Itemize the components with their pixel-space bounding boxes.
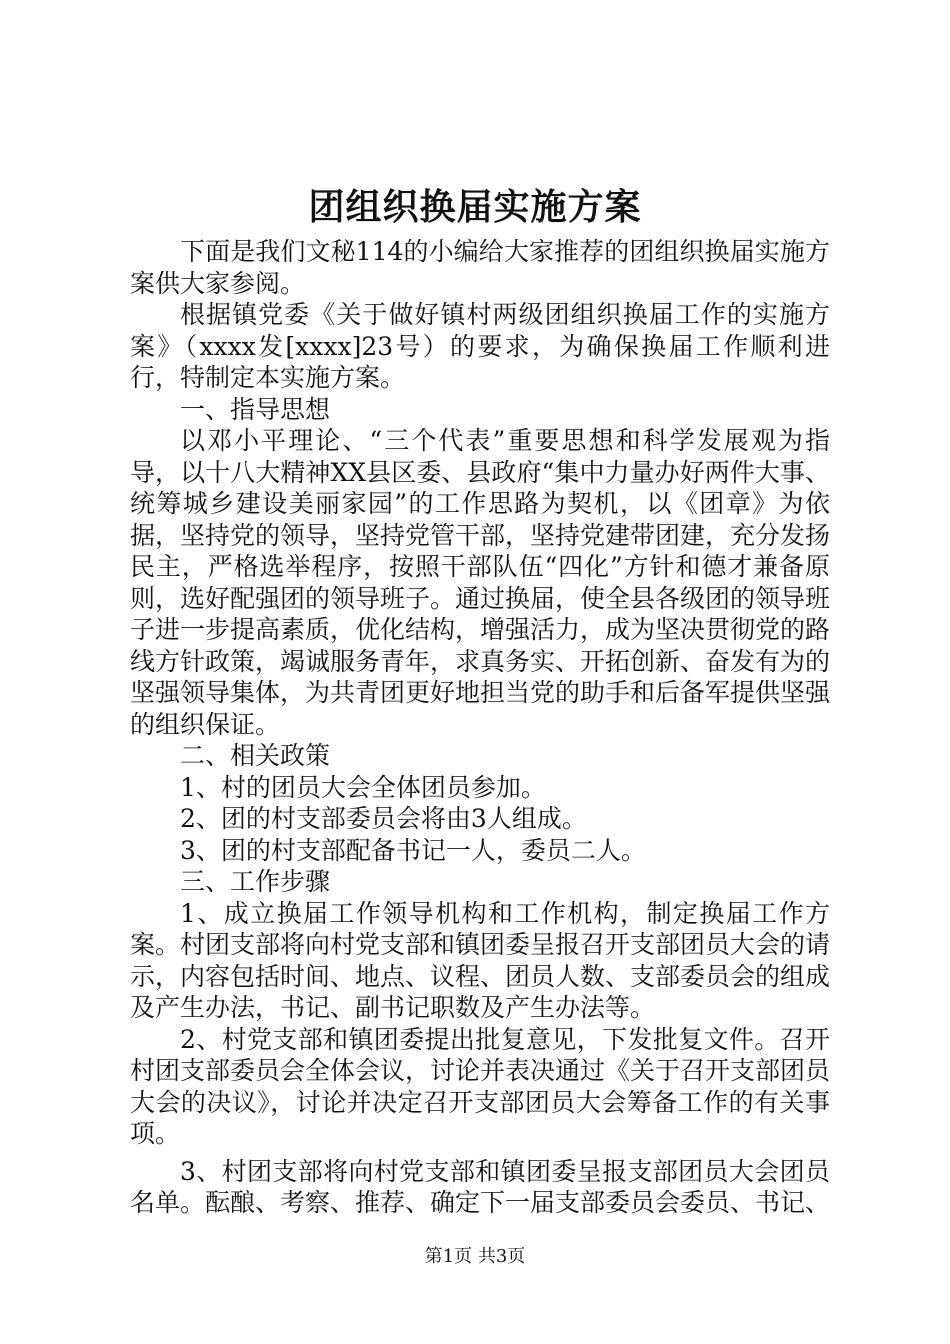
basis-paragraph: 根据镇党委《关于做好镇村两级团组织换届工作的实施方案》（xxxx发[xxxx]23号）的要求，为确保换届工作顺利进行，特制定本实施方案。 [130,300,830,392]
section-heading-work-steps: 三、工作步骤 [180,867,331,896]
work-step-paragraph: 1、成立换届工作领导机构和工作机构，制定换届工作方案。村团支部将向村党支部和镇团委呈报召开支部团员大会的请示，内容包括时间、地点、议程、团员人数、支部委员会的组成及产生办法，书记、副书记职数及产生办法等。 [130,898,831,1022]
intro-paragraph: 下面是我们文秘114的小编给大家推荐的团组织换届实施方案供大家参阅。 [130,237,830,298]
policy-item: 3、团的村支部配备书记一人，委员二人。 [180,835,646,865]
document-body [130,236,830,1219]
document-title: 团组织换届实施方案 [308,186,642,228]
work-step-paragraph: 2、村党支部和镇团委提出批复意见，下发批复文件。召开村团支部委员会全体会议，讨论并表决通过《关于召开支部团员大会的决议》，讨论并决定召开支部团员大会筹备工作的有关事项。 [130,1024,831,1148]
policy-item: 2、团的村支部委员会将由3人组成。 [180,804,587,833]
section-heading-guiding-ideology: 一、指导思想 [180,394,331,424]
page-footer: 第1页 共3页 [424,1246,526,1267]
policy-item: 1、村的团员大会全体团员参加。 [180,772,546,802]
section-heading-related-policies: 二、相关政策 [180,741,331,770]
guiding-ideology-paragraph: 以邓小平理论、“三个代表”重要思想和科学发展观为指导，以十八大精神XX县区委、县政府“集中力量办好两件大事、统筹城乡建设美丽家园”的工作思路为契机，以《团章》为依据，坚持党的领导，坚持党管干部，坚持党建带团建，充分发扬民主，严格选举程序，按照干部队伍“四化”方针和德才兼备原则，选好配强团的领导班子。通过换届，使全县各级团的领导班子进一步提高素质，优化结构，增强活力，成为坚决贯彻党的路线方针政策，竭诚服务青年，求真务实、开拓创新、奋发有为的坚强领导集体，为共青团更好地担当党的助手和后备军提供坚强的组织保证。 [130,426,831,739]
work-step-paragraph: 3、村团支部将向村党支部和镇团委呈报支部团员大会团员名单。酝酿、考察、推荐、确定下一届支部委员会委员、书记、 [130,1156,831,1217]
